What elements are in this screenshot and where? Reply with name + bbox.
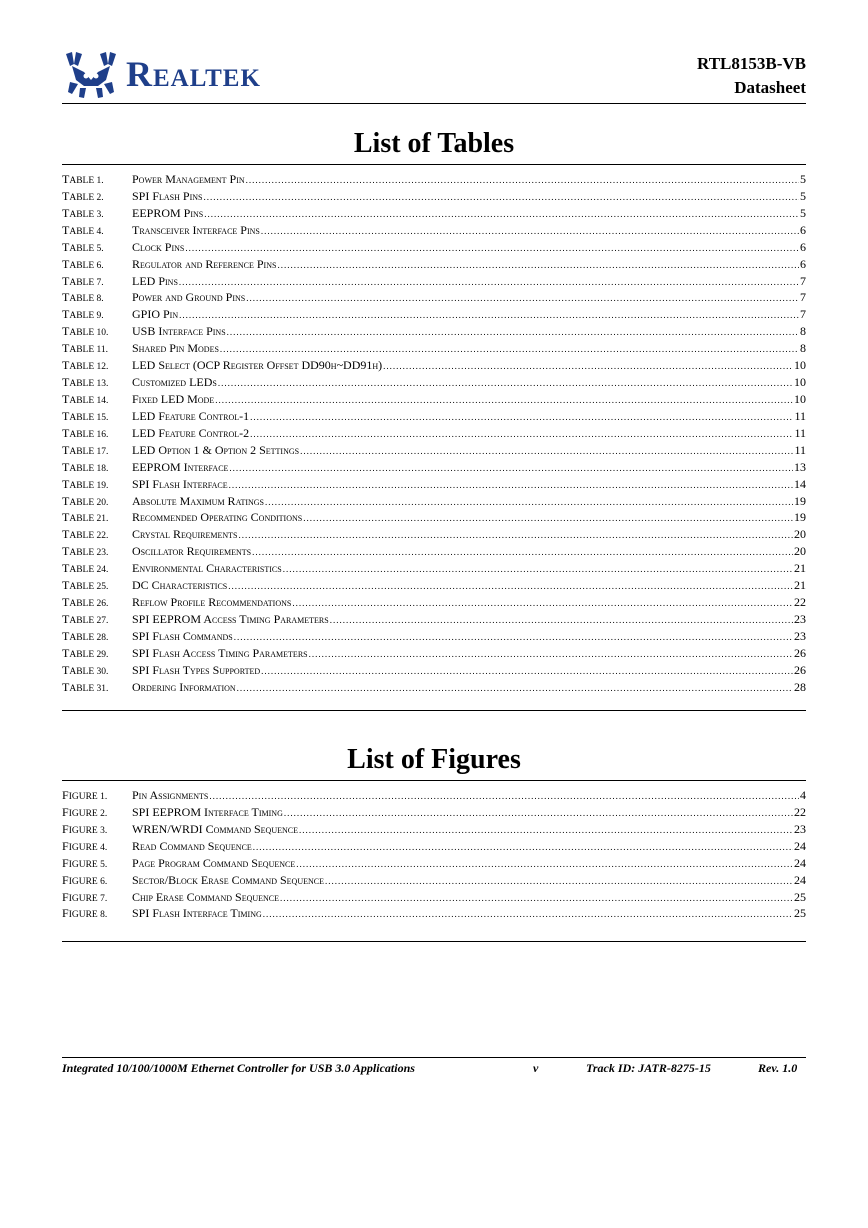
dot-leader	[252, 547, 793, 557]
table-entry-page: 10	[794, 358, 806, 373]
table-entry-title: Shared Pin Modes	[132, 341, 219, 356]
dot-leader	[238, 530, 793, 540]
figure-entry-title: Chip Erase Command Sequence	[132, 889, 280, 904]
dot-leader	[325, 876, 793, 886]
dot-leader	[246, 175, 799, 185]
table-entry-page: 10	[794, 375, 806, 390]
dot-leader	[250, 429, 793, 439]
table-entry-page: 14	[794, 476, 806, 491]
doc-id: RTL8153B-VB	[697, 54, 806, 73]
table-entry-title: EEPROM Interface	[132, 459, 229, 474]
table-entry-page: 19	[794, 510, 806, 525]
table-entry[interactable]	[62, 477, 806, 494]
table-entry[interactable]	[62, 375, 806, 392]
table-entry-page: 5	[800, 172, 806, 186]
figure-entry-page: 25	[794, 906, 806, 921]
table-entry-page: 21	[794, 578, 806, 593]
table-entry-title: Clock Pins	[132, 239, 185, 254]
table-entry-page: 5	[800, 188, 806, 203]
table-entry-number: TABLE 5.	[62, 239, 104, 254]
table-entry[interactable]	[62, 409, 806, 426]
table-entry-page: 11	[794, 425, 806, 440]
table-entry-page: 8	[800, 341, 806, 356]
table-entry-title: SPI Flash Access Timing Parameters	[132, 645, 308, 660]
figure-entry-page: 25	[794, 889, 806, 904]
dot-leader	[330, 615, 793, 625]
dot-leader	[229, 480, 793, 490]
table-entry-page: 13	[794, 459, 806, 474]
table-entry-title: Absolute Maximum Ratings	[132, 493, 265, 508]
dot-leader	[280, 893, 793, 903]
table-entry-number: TABLE 27.	[62, 611, 109, 626]
table-entry-title: Crystal Requirements	[132, 527, 238, 542]
table-entry[interactable]	[62, 189, 806, 206]
table-entry-number: TABLE 8.	[62, 290, 104, 305]
figure-entry-number: FIGURE 2.	[62, 804, 108, 819]
figure-entry-page: 24	[794, 855, 806, 870]
table-entry[interactable]	[62, 612, 806, 629]
figure-entry-page: 24	[794, 872, 806, 887]
figure-entry-number: FIGURE 8.	[62, 906, 108, 921]
table-entry-title: LED Select (OCP Register Offset DD90h~DD91h)	[132, 358, 383, 373]
table-entry-title: LED Pins	[132, 273, 178, 288]
table-entry-page: 10	[794, 391, 806, 406]
dot-leader	[303, 513, 793, 523]
table-entry-page: 26	[794, 645, 806, 660]
table-entry-title: SPI Flash Interface	[132, 476, 228, 491]
table-entry[interactable]	[62, 544, 806, 561]
table-entry-page: 19	[794, 493, 806, 508]
table-entry-page: 20	[794, 527, 806, 542]
table-entry-page: 26	[794, 662, 806, 677]
footer-product: Integrated 10/100/1000M Ethernet Controller for USB 3.0 Applications	[62, 1061, 415, 1075]
figure-entry-page: 24	[794, 838, 806, 853]
dot-leader	[284, 808, 793, 818]
table-entry-title: SPI Flash Commands	[132, 628, 233, 643]
figure-entry[interactable]	[62, 805, 806, 822]
doc-type: Datasheet	[734, 78, 806, 97]
table-entry[interactable]	[62, 290, 806, 307]
table-entry-number: TABLE 19.	[62, 476, 109, 491]
table-entry-number: TABLE 2.	[62, 188, 104, 203]
table-entry-page: 28	[794, 679, 806, 694]
table-entry[interactable]	[62, 561, 806, 578]
table-entry-title: Transceiver Interface Pins	[132, 222, 260, 237]
dot-leader	[203, 192, 799, 202]
dot-leader	[185, 243, 799, 253]
dot-leader	[253, 842, 793, 852]
table-entry-page: 7	[800, 290, 806, 305]
table-entry-number: TABLE 6.	[62, 256, 104, 271]
dot-leader	[215, 395, 793, 405]
table-entry-title: Ordering Information	[132, 679, 236, 694]
table-entry-title: Power and Ground Pins	[132, 290, 246, 305]
dot-leader	[204, 209, 799, 219]
figure-entry-number: FIGURE 5.	[62, 855, 108, 870]
table-entry-title: LED Option 1 & Option 2 Settings	[132, 442, 300, 457]
tables-title: List of Tables	[353, 128, 515, 159]
table-entry-number: TABLE 11.	[62, 341, 109, 356]
table-entry-title: LED Feature Control-1	[132, 408, 250, 423]
table-entry-page: 11	[794, 442, 806, 457]
figure-entry[interactable]	[62, 890, 806, 907]
dot-leader	[237, 683, 793, 693]
dot-leader	[179, 310, 799, 320]
dot-leader	[292, 598, 793, 608]
dot-leader	[300, 446, 793, 456]
table-entry-title: DC Characteristics	[132, 578, 228, 593]
dot-leader	[283, 564, 793, 574]
table-entry-number: TABLE 23.	[62, 544, 109, 559]
table-entry-page: 6	[800, 222, 806, 237]
table-entry-number: TABLE 30.	[62, 662, 109, 677]
tables-list	[62, 172, 806, 697]
table-entry-number: TABLE 10.	[62, 324, 109, 339]
table-entry[interactable]	[62, 358, 806, 375]
figures-list	[62, 788, 806, 923]
table-entry[interactable]	[62, 324, 806, 341]
realtek-crab-icon	[62, 50, 120, 100]
table-entry-title: Power Management Pin	[132, 172, 245, 186]
footer-revision: Rev. 1.0	[758, 1061, 798, 1075]
figure-entry-number: FIGURE 3.	[62, 821, 108, 836]
footer-track-id: Track ID: JATR-8275-15	[586, 1061, 711, 1075]
dot-leader	[246, 293, 799, 303]
figure-entry-title: Page Program Command Sequence	[132, 855, 296, 870]
table-entry[interactable]	[62, 274, 806, 291]
table-entry-title: Reflow Profile Recommendations	[132, 595, 292, 610]
dot-leader	[229, 463, 793, 473]
table-entry[interactable]	[62, 307, 806, 324]
table-entry-page: 20	[794, 544, 806, 559]
figure-entry-number: FIGURE 1.	[62, 788, 108, 802]
table-entry[interactable]	[62, 206, 806, 223]
dot-leader	[218, 378, 793, 388]
dot-leader	[383, 361, 793, 371]
table-entry-title: LED Feature Control-2	[132, 425, 250, 440]
table-entry[interactable]	[62, 510, 806, 527]
brand-name: Realtek	[126, 54, 261, 94]
figure-entry-title: WREN/WRDI Command Sequence	[132, 821, 298, 836]
header-right	[697, 52, 806, 100]
table-entry-page: 7	[800, 307, 806, 322]
figure-entry-title: SPI EEPROM Interface Timing	[132, 804, 283, 819]
table-entry-title: Regulator and Reference Pins	[132, 256, 277, 271]
dot-leader	[261, 226, 799, 236]
table-entry-title: Environmental Characteristics	[132, 561, 282, 576]
table-entry[interactable]	[62, 172, 806, 189]
table-entry[interactable]	[62, 595, 806, 612]
table-entry-number: TABLE 7.	[62, 273, 104, 288]
table-entry[interactable]	[62, 426, 806, 443]
table-entry-title: Oscillator Requirements	[132, 544, 252, 559]
tables-title-rule	[62, 164, 806, 165]
table-entry-number: TABLE 22.	[62, 527, 109, 542]
table-entry-number: TABLE 29.	[62, 645, 109, 660]
table-entry-number: TABLE 9.	[62, 307, 104, 322]
table-entry-number: TABLE 1.	[62, 172, 104, 186]
table-entry-number: TABLE 14.	[62, 391, 109, 406]
table-entry-page: 11	[794, 408, 806, 423]
table-entry-page: 23	[794, 628, 806, 643]
figure-entry-page: 23	[794, 821, 806, 836]
table-entry[interactable]	[62, 578, 806, 595]
figures-end-rule	[62, 941, 806, 942]
dot-leader	[250, 412, 793, 422]
figure-entry-page: 4	[800, 788, 806, 802]
table-entry-title: Recommended Operating Conditions	[132, 510, 303, 525]
figure-entry[interactable]	[62, 788, 806, 805]
table-entry-page: 21	[794, 561, 806, 576]
table-entry-title: USB Interface Pins	[132, 324, 226, 339]
dot-leader	[220, 344, 799, 354]
table-entry-page: 22	[794, 595, 806, 610]
dot-leader	[227, 327, 799, 337]
table-entry-number: TABLE 4.	[62, 222, 104, 237]
table-entry-number: TABLE 21.	[62, 510, 109, 525]
dot-leader	[265, 497, 793, 507]
figure-entry[interactable]	[62, 873, 806, 890]
dot-leader	[261, 666, 793, 676]
figure-entry[interactable]	[62, 856, 806, 873]
table-entry-title: SPI Flash Pins	[132, 188, 203, 203]
table-entry-title: Customized LEDs	[132, 375, 217, 390]
table-entry[interactable]	[62, 527, 806, 544]
table-entry-title: EEPROM Pins	[132, 205, 204, 220]
footer-rule	[62, 1057, 806, 1058]
figure-entry-number: FIGURE 4.	[62, 838, 108, 853]
table-entry-number: TABLE 24.	[62, 561, 109, 576]
table-entry[interactable]	[62, 460, 806, 477]
figure-entry[interactable]	[62, 906, 806, 923]
dot-leader	[179, 277, 799, 287]
figure-entry[interactable]	[62, 822, 806, 839]
table-entry-page: 23	[794, 611, 806, 626]
dot-leader	[299, 825, 793, 835]
table-entry[interactable]	[62, 629, 806, 646]
dot-leader	[309, 649, 793, 659]
table-entry-number: TABLE 20.	[62, 493, 109, 508]
dot-leader	[209, 791, 799, 801]
figure-entry-number: FIGURE 6.	[62, 872, 108, 887]
table-entry-title: SPI EEPROM Access Timing Parameters	[132, 611, 329, 626]
table-entry[interactable]	[62, 392, 806, 409]
table-entry-number: TABLE 16.	[62, 425, 109, 440]
table-entry-number: TABLE 31.	[62, 679, 109, 694]
dot-leader	[234, 632, 793, 642]
figure-entry-title: Sector/Block Erase Command Sequence	[132, 872, 324, 887]
table-entry-page: 6	[800, 256, 806, 271]
table-entry-number: TABLE 25.	[62, 578, 109, 593]
figure-entry-number: FIGURE 7.	[62, 889, 108, 904]
table-entry-number: TABLE 15.	[62, 408, 109, 423]
header-rule	[62, 103, 806, 104]
table-entry-number: TABLE 13.	[62, 375, 109, 390]
table-entry-number: TABLE 18.	[62, 459, 109, 474]
table-entry-title: Fixed LED Mode	[132, 391, 215, 406]
table-entry[interactable]	[62, 443, 806, 460]
figures-title: List of Figures	[347, 744, 521, 775]
table-entry[interactable]	[62, 341, 806, 358]
dot-leader	[296, 859, 793, 869]
dot-leader	[277, 260, 799, 270]
tables-end-rule	[62, 710, 806, 711]
footer-page-number: v	[533, 1061, 539, 1075]
figure-entry-title: Pin Assignments	[132, 788, 209, 802]
table-entry-number: TABLE 26.	[62, 595, 109, 610]
table-entry-title: SPI Flash Types Supported	[132, 662, 261, 677]
figures-title-rule	[62, 780, 806, 781]
figure-entry-title: SPI Flash Interface Timing	[132, 906, 262, 921]
realtek-logo	[62, 50, 302, 100]
table-entry[interactable]	[62, 223, 806, 240]
figure-entry-title: Read Command Sequence	[132, 838, 252, 853]
table-entry[interactable]	[62, 646, 806, 663]
table-entry[interactable]	[62, 663, 806, 680]
dot-leader	[228, 581, 793, 591]
table-entry-number: TABLE 28.	[62, 628, 109, 643]
figure-entry[interactable]	[62, 839, 806, 856]
table-entry-page: 5	[800, 205, 806, 220]
table-entry[interactable]	[62, 680, 806, 697]
table-entry-page: 6	[800, 239, 806, 254]
dot-leader	[263, 909, 793, 919]
table-entry-page: 8	[800, 324, 806, 339]
table-entry-title: GPIO Pin	[132, 307, 179, 322]
table-entry[interactable]	[62, 494, 806, 511]
table-entry-number: TABLE 3.	[62, 205, 104, 220]
figure-entry-page: 22	[794, 804, 806, 819]
table-entry[interactable]	[62, 240, 806, 257]
table-entry-page: 7	[800, 273, 806, 288]
table-entry-number: TABLE 17.	[62, 442, 109, 457]
table-entry-number: TABLE 12.	[62, 358, 109, 373]
table-entry[interactable]	[62, 257, 806, 274]
